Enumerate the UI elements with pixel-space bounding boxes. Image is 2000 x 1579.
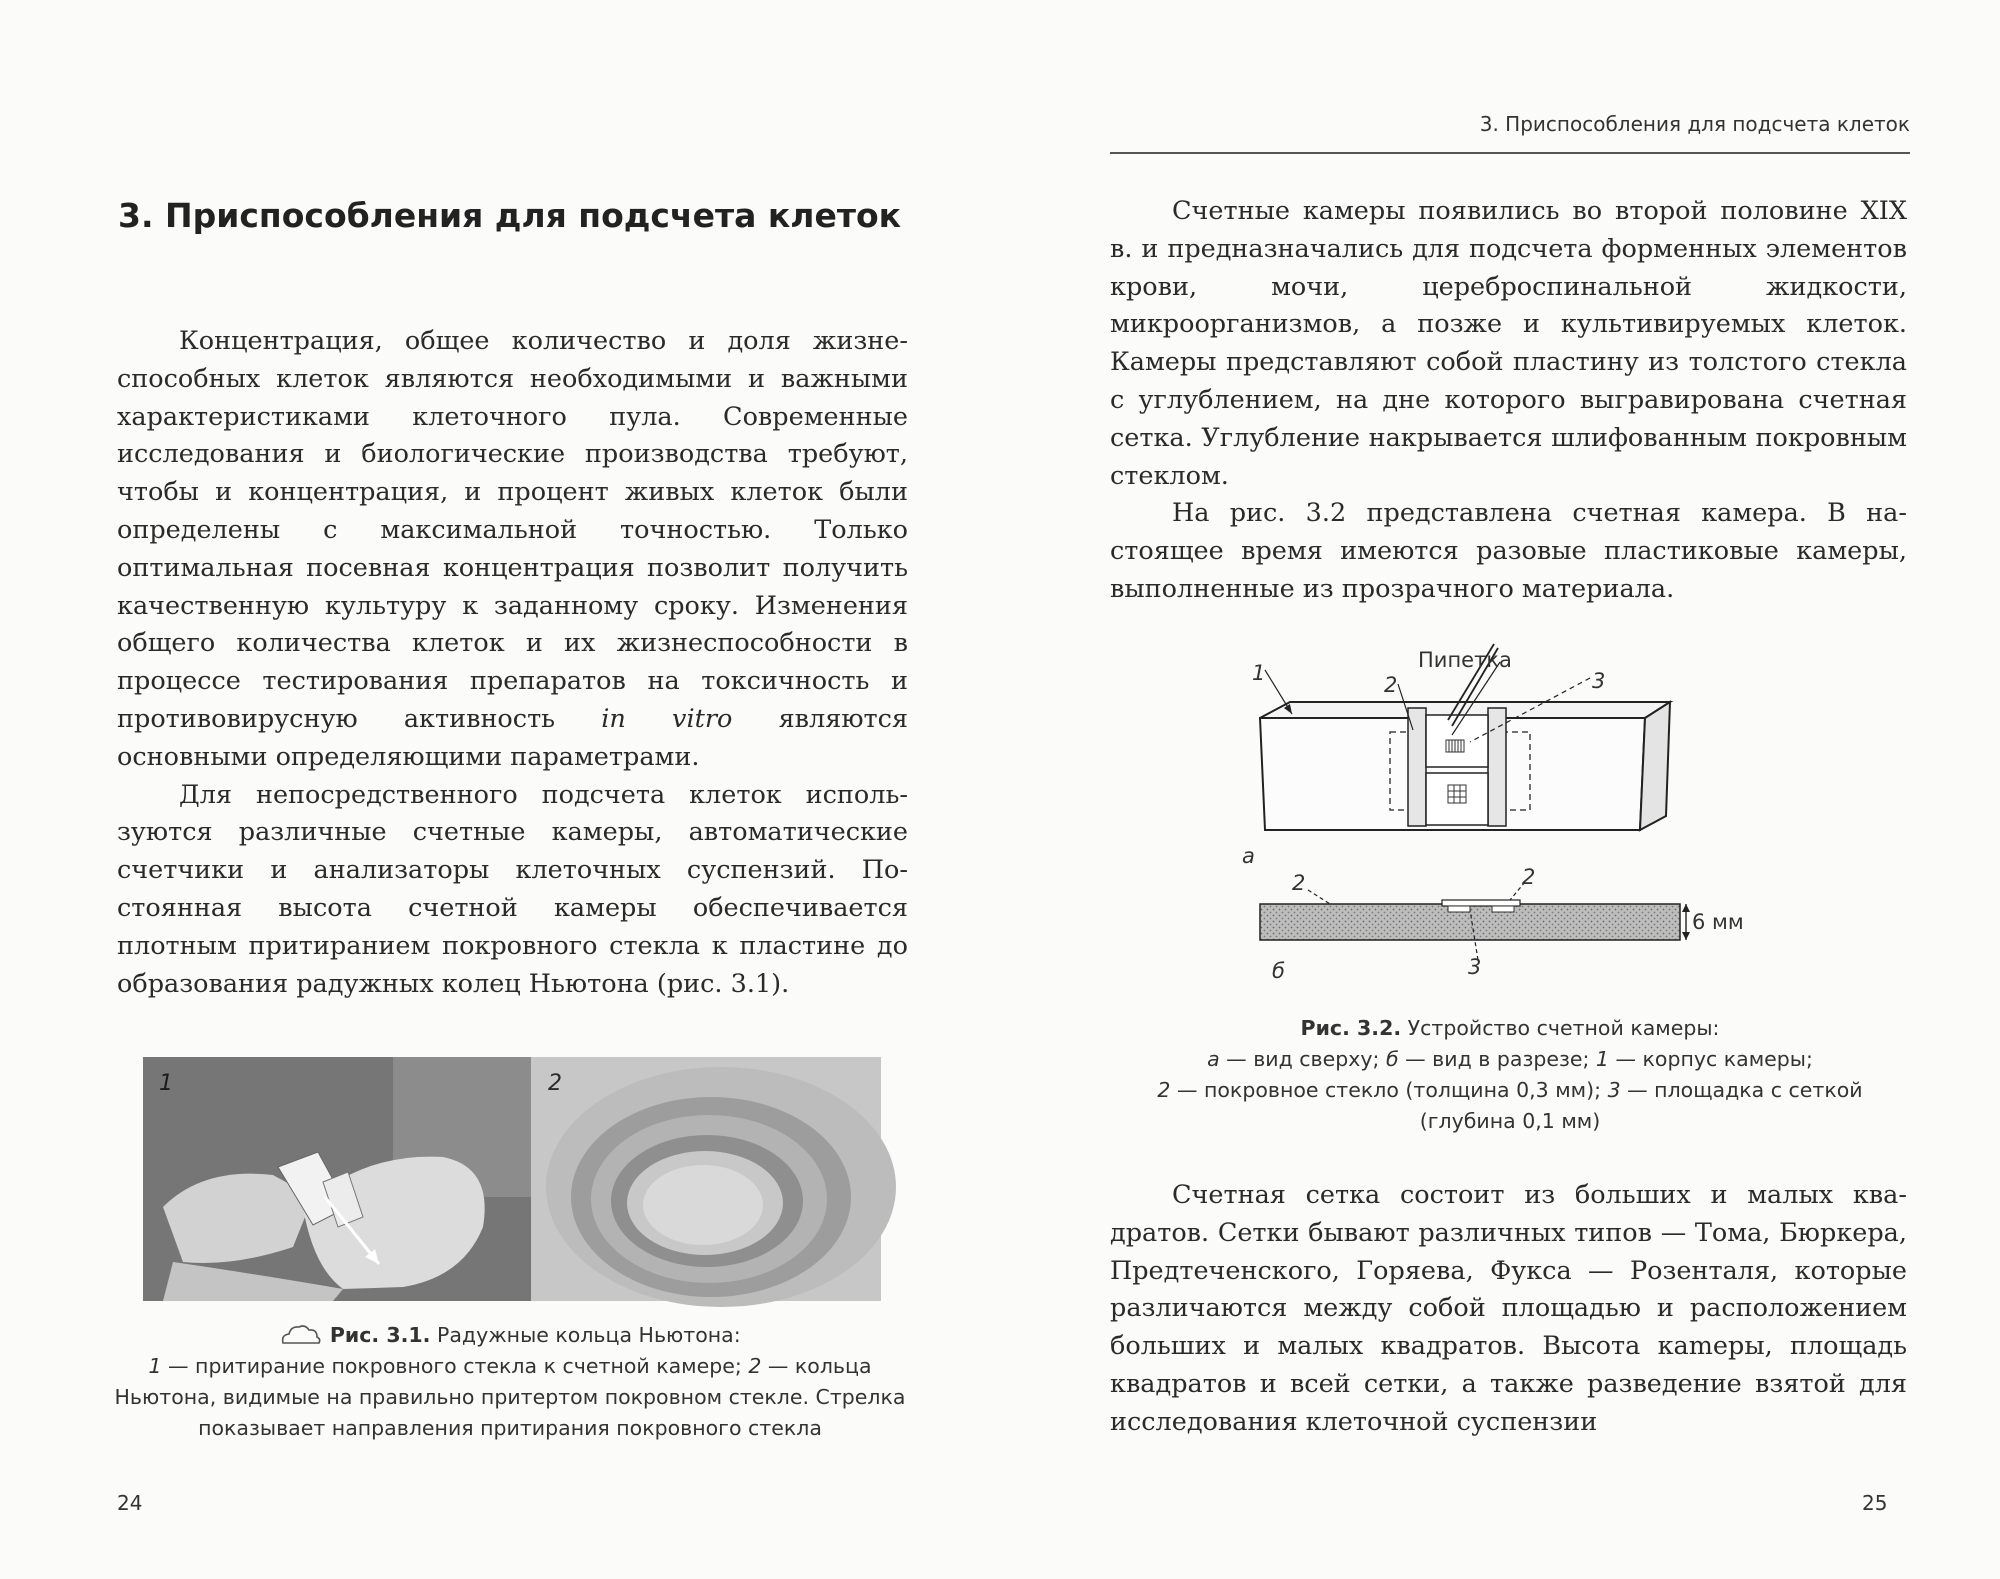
caption-item-text: — площадка с сеткой (глубина 0,1 мм) [1419,1078,1863,1133]
paragraph: Для непосредственного подсчета клеток используются различные счетные камеры, автоматические счетчики и анализаторы клеточных суспензий. Постоянная высота счетной камеры обеспечивается плотным притиранием покровного стекла к пластине до образования радужных колец Ньютона (рис. 3.1). [117,779,908,999]
caption-item-number: 1 [148,1354,162,1378]
photo-panel-number: 2 [548,1071,562,1096]
paragraph: Счетные камеры появились во второй половине XIX в. и предназначались для подсчета форменных элементов крови, мочи, цереброспинальной жидкости, микроорганизмов, а позже и культивируемых клеток. Камеры представляют собой пластину из толстого стекла с углублением, на дне которого выгравирована счетная сетка. Углубление накрывается шлифованным покровным стеклом. [1110,196,1907,491]
right-body-text-bottom [1110,1177,1907,1442]
caption-item-text: — вид сверху; [1226,1047,1380,1071]
paragraph: На рис. 3.2 представлена счетная камера. В настоящее время имеются разовые пластиковые камеры, выполненные из прозрачного материала. [1110,498,1907,604]
figure-3-2-diagram [1230,620,1744,990]
caption-item-text: — вид в разрезе; [1405,1047,1590,1071]
label-2: 2 [1292,871,1306,895]
caption-title: Радужные кольца Ньютона: [436,1323,741,1347]
groove [1408,708,1426,826]
left-body-text [117,323,908,1003]
caption-label: Рис. 3.2. [1300,1016,1402,1040]
photo-panel-number: 1 [159,1071,173,1096]
latin-term: in vitro [601,703,733,734]
right-body-text-top [1110,193,1907,609]
paragraph: Концентрация, общее количество и доля жизнеспособных клеток являются необходимыми и важными характеристиками клеточного пула. Современные исследования и биологические производства требуют, чтобы и концентрация, и процент живых клеток были определены с максимальной точностью. Только оптимальная посевная концентрация позволит получить качественную культуру к заданному сроку. Изменения общего количества клеток и их жизнеспособности в процессе тестирования препаратов на токсичность и противовирусную активность in vitro являются основными определяющими параметрами. [117,326,908,772]
label-3: 3 [1468,955,1482,979]
chapter-title: 3. Приспособления для подсчета клеток [118,196,902,235]
label-b: б [1272,959,1285,983]
page-number: 25 [1862,1491,1888,1515]
figure-3-1-photo-2 [531,1057,881,1301]
label-pipette: Пипетка [1418,648,1512,672]
newton-rings-illustration [531,1057,881,1301]
caption-item-number: 3 [1607,1078,1621,1102]
caption-title: Устройство счетной камеры: [1407,1016,1720,1040]
caption-item-text: — кольца Ньютона, видимые на правильно притертом покровном стекле. Стрелка показывает направления притирания покровного стекла [114,1354,906,1440]
coverslip-section [1442,900,1520,906]
header-divider [1110,152,1910,154]
label-1: 1 [1252,661,1266,685]
figure-3-1-caption [110,1320,910,1444]
label-2: 2 [1384,673,1398,697]
running-head: 3. Приспособления для подсчета клеток [1479,112,1910,136]
caption-item-text: — покровное стекло (толщина 0,3 мм); [1176,1078,1602,1102]
cloud-icon [279,1323,323,1345]
paragraph: Счетная сетка состоит из больших и малых квадратов. Сетки бывают различных типов — Тома, Бюркера, Предтеченского, Горяева, Фукса — Розенталя, которые различаются между собой площадью и расположением больших и малых квадратов. Высота каmеры, площадь квадратов и всей сетки, а также разведение взятой для исследования клеточной суспензии [1110,1180,1907,1437]
label-3: 3 [1592,669,1606,693]
page-number: 24 [117,1491,143,1515]
label-2: 2 [1522,865,1536,889]
figure-3-1-photo-1 [143,1057,531,1301]
caption-item-text: — корпус камеры; [1615,1047,1813,1071]
grid-platform [1426,773,1488,825]
caption-item-number: 1 [1595,1047,1609,1071]
grid-platform [1426,715,1488,767]
hands-photo-illustration [143,1057,531,1301]
groove [1488,708,1506,826]
dimension-label: 6 мм [1692,910,1744,934]
caption-label: Рис. 3.1. [329,1323,431,1347]
right-page [1000,0,2000,1579]
caption-item-text: — притирание покровного стекла к счетной камере; [168,1354,742,1378]
label-a: а [1242,844,1255,868]
caption-item-letter: б [1385,1047,1399,1071]
caption-line [279,1323,740,1347]
caption-item-number: 2 [748,1354,762,1378]
caption-item-letter: а [1207,1047,1220,1071]
caption-item-number: 2 [1157,1078,1171,1102]
counting-chamber-section-view [1260,882,1690,960]
figure-3-2-caption [1110,1013,1910,1137]
